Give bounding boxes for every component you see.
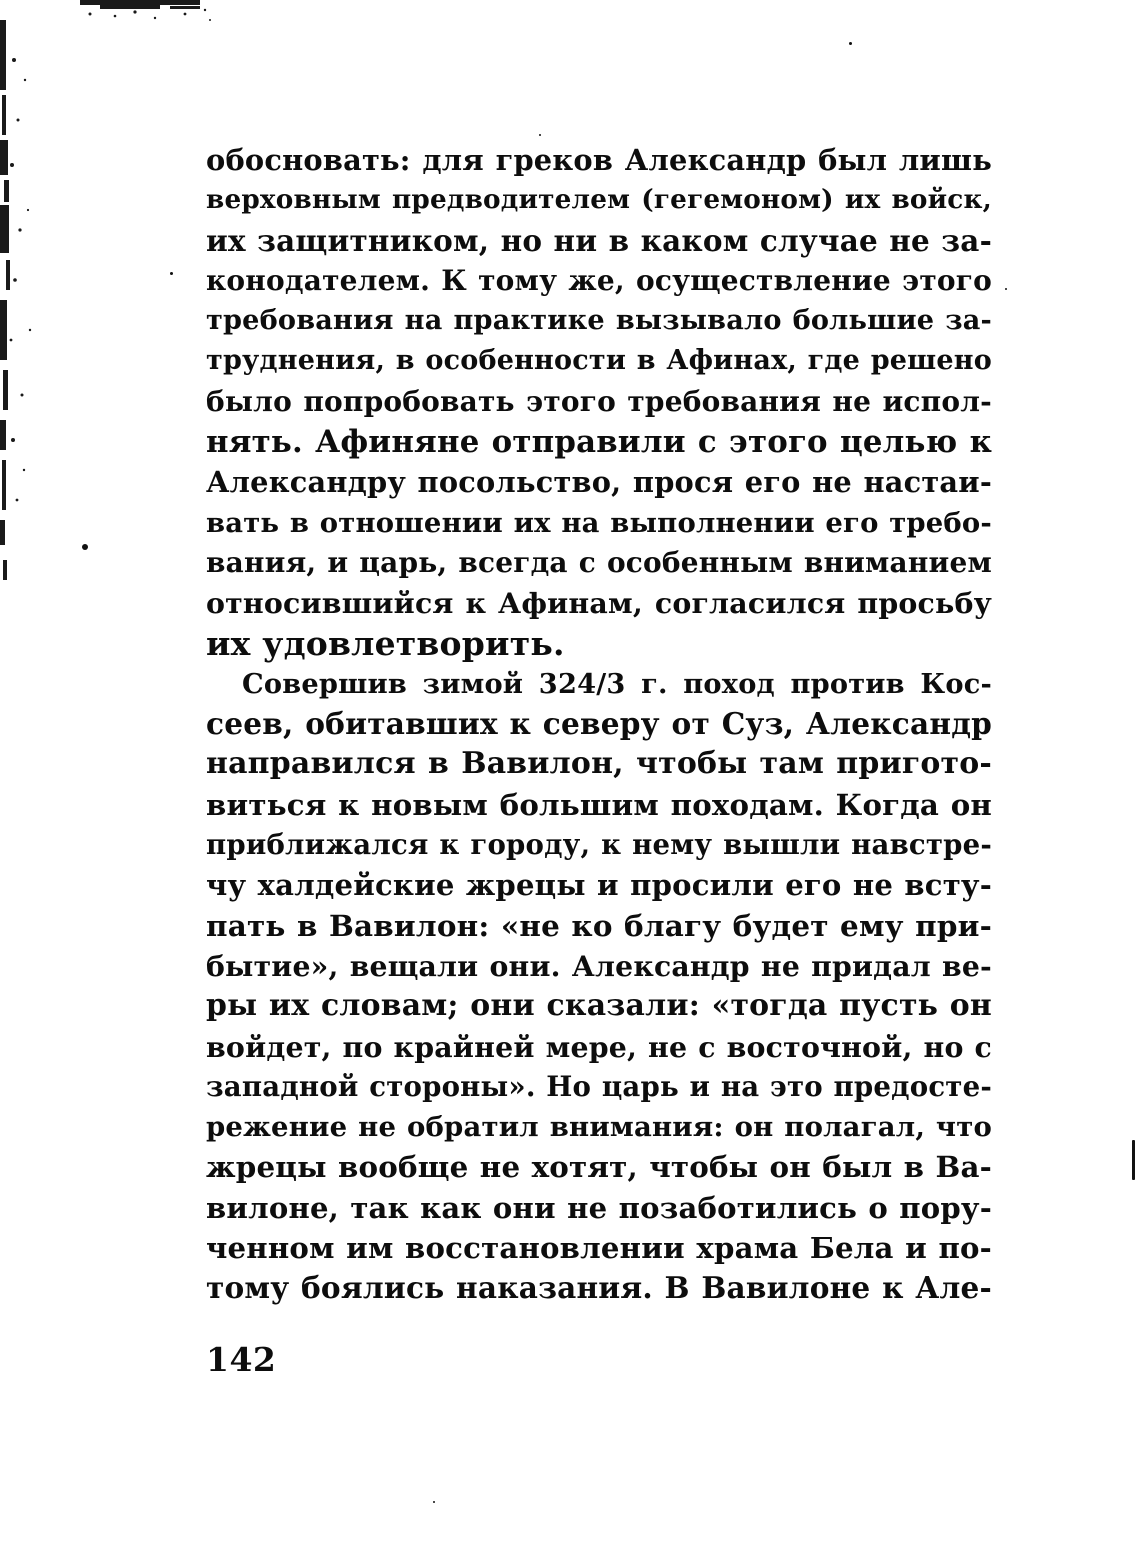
scan-speck xyxy=(1005,288,1007,290)
text-line: вилоне, так как они не позаботились о пору- xyxy=(206,1190,992,1225)
text-line: верховным предводителем (гегемоном) их войск, xyxy=(206,184,992,216)
scan-speck xyxy=(1132,1140,1135,1180)
text-line: нять. Афиняне отправили с этого целью к xyxy=(206,424,992,461)
text-line: было попробовать этого требования не испол- xyxy=(206,384,992,418)
paragraph-2 xyxy=(206,664,992,1309)
text-line: Александру посольство, прося его не настаи- xyxy=(206,465,992,500)
text-line: тому боялись наказания. В Вавилоне к Але- xyxy=(206,1270,992,1306)
body-text xyxy=(206,140,992,1309)
scan-speck xyxy=(849,42,852,45)
text-line: их защитником, но ни в каком случае не за- xyxy=(206,222,992,258)
text-line: бытие», вещали они. Александр не придал ве- xyxy=(206,948,992,983)
text-line: ры их словам; они сказали: «тогда пусть он xyxy=(206,988,992,1024)
text-line: западной стороны». Но царь и на это предосте- xyxy=(206,1069,992,1103)
text-line: их удовлетворить. xyxy=(206,623,565,663)
text-line: сеев, обитавших к северу от Суз, Александр xyxy=(206,706,992,742)
text-line: чу халдейские жрецы и просили его не всту- xyxy=(206,868,992,903)
text-line: вания, и царь, всегда с особенным вниманием xyxy=(206,545,992,579)
text-line: жрецы вообще не хотят, чтобы он был в Ва- xyxy=(206,1149,992,1185)
page-number: 142 xyxy=(206,1340,277,1379)
text-line: обосновать: для греков Александр был лишь xyxy=(206,143,992,177)
text-line: пать в Вавилон: «не ко благу будет ему при- xyxy=(206,907,992,943)
text-line: виться к новым большим походам. Когда он xyxy=(206,787,992,822)
text-line: конодателем. К тому же, осуществление этого xyxy=(206,263,992,297)
text-line: направился в Вавилон, чтобы там пригото- xyxy=(206,746,992,782)
text-line: относившийся к Афинам, согласился просьбу xyxy=(206,586,992,621)
scan-speck xyxy=(170,272,173,275)
text-line: требования на практике вызывало большие за- xyxy=(206,305,992,337)
text-line: режение не обратил внимания: он полагал, что xyxy=(206,1111,992,1144)
text-line: Совершив зимой 324/3 г. поход против Кос- xyxy=(242,667,992,700)
text-line: труднения, в особенности в Афинах, где решено xyxy=(206,345,992,377)
scan-top-noise xyxy=(60,0,230,30)
scan-speck xyxy=(539,134,541,136)
text-line: вать в отношении их на выполнении его требо- xyxy=(206,506,992,539)
paragraph-1 xyxy=(206,140,992,664)
scan-speck xyxy=(433,1501,435,1503)
scan-speck xyxy=(82,544,88,550)
scan-edge-noise xyxy=(0,0,60,600)
text-line: приближался к городу, к нему вышли навстре- xyxy=(206,829,992,862)
text-line: ченном им восстановлении храма Бела и по- xyxy=(206,1231,992,1266)
text-line: войдет, по крайней мере, не с восточной, но с xyxy=(206,1029,992,1064)
